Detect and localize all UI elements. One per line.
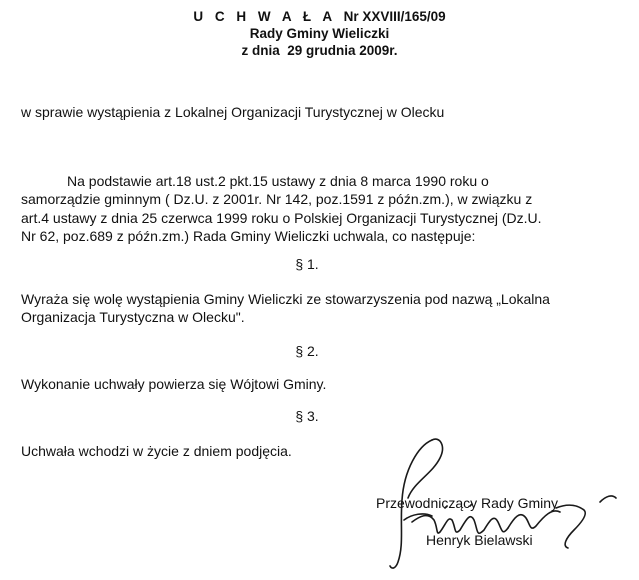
section-3-symbol: § 3.	[295, 408, 319, 424]
legal-basis-paragraph	[21, 172, 551, 246]
legal-basis-line: Nr 62, poz.689 z późn.zm.) Rada Gminy Wieliczki uchwala, co następuje:	[21, 228, 476, 245]
section-2-symbol: § 2.	[295, 343, 319, 359]
resolution-number: Nr XXVIII/165/09	[343, 9, 446, 24]
section-1-text	[21, 290, 550, 327]
resolution-title-word: U C H W A Ł A	[193, 9, 337, 24]
council-name: Rady Gminy Wieliczki	[249, 26, 390, 41]
legal-basis-line: samorządzie gminnym ( Dz.U. z 2001r. Nr 142, poz.1591 z późn.zm.), w związku z	[21, 191, 533, 208]
section-3-text	[21, 442, 292, 460]
signatory-name: Henryk Bielawski	[426, 532, 533, 548]
resolution-date: z dnia 29 grudnia 2009r.	[241, 43, 398, 58]
section-1-symbol: § 1.	[295, 256, 319, 272]
section-2-line: Wykonanie uchwały powierza się Wójtowi Gminy.	[21, 376, 327, 392]
resolution-title-line	[0, 8, 639, 25]
legal-basis-line: Na podstawie art.18 ust.2 pkt.15 ustawy z dnia 8 marca 1990 roku o	[67, 173, 489, 189]
resolution-subject: w sprawie wystąpienia z Lokalnej Organizacji Turystycznej w Olecku	[21, 104, 445, 120]
signatory-role: Przewodniczący Rady Gminy	[376, 495, 559, 511]
legal-basis-line: art.4 ustawy z dnia 25 czerwca 1999 roku o Polskiej Organizacji Turystycznej (Dz.U.	[21, 209, 542, 226]
section-1-line: Organizacja Turystyczna w Olecku".	[21, 309, 245, 326]
section-1-line: Wyraża się wolę wystąpienia Gminy Wieliczki ze stowarzyszenia pod nazwą „Lokalna	[21, 291, 550, 307]
document-header	[0, 8, 639, 59]
section-3-line: Uchwała wchodzi w życie z dniem podjęcia.	[21, 443, 292, 459]
section-2-text	[21, 375, 326, 393]
